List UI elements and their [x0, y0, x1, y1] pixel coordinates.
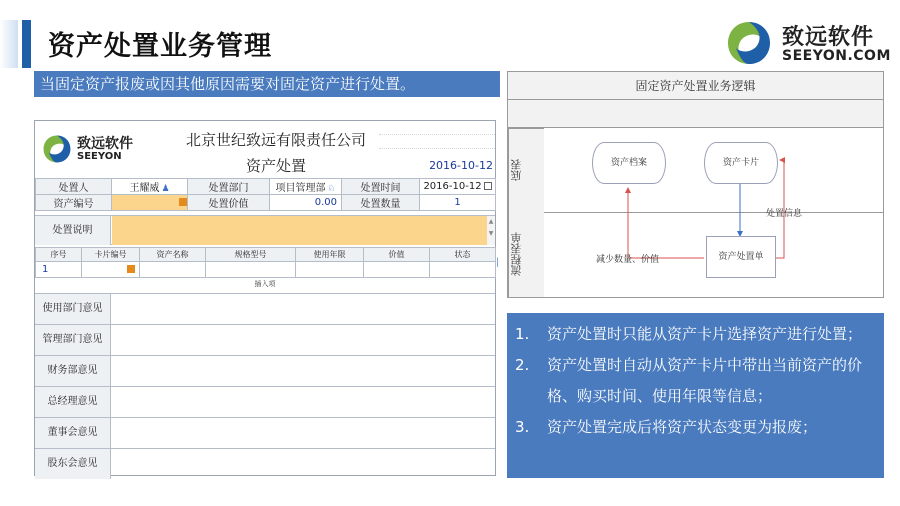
note-item: [515, 319, 874, 350]
insert-row-link[interactable]: 插入项: [254, 280, 276, 288]
col-header: 规格型号: [206, 248, 296, 262]
lane-label-base-table: 底表: [508, 128, 544, 212]
price-cell[interactable]: [364, 262, 430, 278]
note-text: 资产处置完成后将资产状态变更为报废；: [547, 418, 818, 436]
handler-value: 王耀威: [129, 183, 160, 194]
desc-textarea[interactable]: [112, 216, 487, 245]
opinion-label: 管理部门意见: [35, 325, 111, 355]
node-asset-card: 资产卡片: [704, 142, 778, 184]
handler-label: 处置人: [36, 179, 112, 195]
opinion-field[interactable]: [112, 418, 495, 448]
diagram-title: 固定资产处置业务逻辑: [508, 72, 883, 100]
note-number: 3.: [515, 418, 530, 436]
node-disposal-form: 资产处置单: [706, 236, 776, 278]
note-text: 资产处置时自动从资产卡片中带出当前资产的价格、购买时间、使用年限等信息；: [547, 356, 863, 405]
years-cell[interactable]: [296, 262, 364, 278]
note-text: 资产处置时只能从资产卡片选择资产进行处置；: [547, 325, 863, 343]
desc-scrollbar[interactable]: ▲ ▼: [487, 216, 495, 245]
lane-label-process-form: 流程表单: [508, 212, 544, 297]
note-item: [515, 412, 874, 443]
dept-label: 处置部门: [188, 179, 270, 195]
form-header: [35, 121, 495, 177]
business-logic-diagram: [507, 71, 884, 298]
note-number: 1.: [515, 325, 530, 343]
title-accent-gradient: [0, 20, 18, 68]
brand-name: 致远软件: [782, 25, 875, 50]
status-cell[interactable]: [430, 262, 496, 278]
person-picker-icon[interactable]: ♟: [161, 184, 170, 194]
header-date: 2016-10-12: [429, 159, 493, 172]
opinion-label: 使用部门意见: [35, 294, 111, 324]
handler-field[interactable]: [112, 179, 188, 195]
opinion-row: [35, 355, 495, 386]
side-marker-icon: │: [495, 258, 500, 267]
col-header: 价值: [364, 248, 430, 262]
card-no-cell[interactable]: [82, 262, 140, 278]
col-header: 卡片编号: [82, 248, 140, 262]
node-asset-archive: 资产档案: [592, 142, 666, 184]
asset-disposal-form: [34, 120, 496, 476]
asset-no-label: 资产编号: [36, 195, 112, 211]
form-title: 资产处置: [245, 157, 306, 175]
company-name: 北京世纪致远有限责任公司: [185, 131, 366, 149]
opinion-field[interactable]: [112, 325, 495, 355]
form-logo-sub: SEEYON: [77, 151, 122, 162]
time-field[interactable]: [420, 179, 496, 195]
qty-label: 处置数量: [342, 195, 420, 211]
intro-banner: 当固定资产报废或因其他原因需要对固定资产进行处置。: [34, 71, 500, 97]
desc-label: 处置说明: [35, 216, 111, 245]
opinion-label: 董事会意见: [35, 418, 111, 448]
edge-label-disposal-info: 处置信息: [766, 209, 803, 219]
main-fields-table: [35, 178, 496, 211]
brand-url: SEEYON.COM: [782, 48, 891, 64]
opinion-label: 总经理意见: [35, 387, 111, 417]
diagram-connectors: [508, 72, 885, 299]
card-lookup-icon[interactable]: [127, 265, 135, 273]
table-row[interactable]: [36, 262, 496, 278]
sub-table: [35, 247, 496, 278]
row-index: 1: [36, 262, 82, 278]
edge-label-reduce: 减少数量、价值: [596, 255, 660, 265]
dept-picker-icon[interactable]: ♘: [327, 184, 336, 194]
time-value: 2016-10-12: [423, 181, 482, 192]
opinion-label: 财务部意见: [35, 356, 111, 386]
asset-no-field[interactable]: [112, 195, 188, 211]
opinion-section: [35, 293, 495, 479]
opinion-field[interactable]: [112, 294, 495, 324]
opinion-row: [35, 293, 495, 324]
opinion-row: [35, 386, 495, 417]
opinion-field[interactable]: [112, 356, 495, 386]
notes-panel: [507, 313, 884, 478]
col-header: 使用年限: [296, 248, 364, 262]
asset-name-cell[interactable]: [140, 262, 206, 278]
slide-title: 资产处置业务管理: [48, 31, 272, 62]
col-header: 资产名称: [140, 248, 206, 262]
opinion-field[interactable]: [112, 387, 495, 417]
note-item: [515, 350, 874, 412]
spec-cell[interactable]: [206, 262, 296, 278]
title-accent-bar: [22, 20, 31, 68]
col-header: 序号: [36, 248, 82, 262]
calendar-icon[interactable]: [484, 182, 492, 190]
form-logo-name: 致远软件: [77, 136, 133, 152]
value-label: 处置价值: [188, 195, 270, 211]
col-header: 状态: [430, 248, 496, 262]
dept-field[interactable]: [270, 179, 342, 195]
value-field[interactable]: 0.00: [270, 195, 342, 211]
qty-field[interactable]: 1: [420, 195, 496, 211]
opinion-field[interactable]: [112, 449, 495, 479]
description-row: [35, 215, 495, 245]
form-logo: [41, 131, 141, 167]
opinion-row: [35, 417, 495, 448]
opinion-row: [35, 448, 495, 479]
seeyon-swirl-icon: [724, 18, 774, 68]
time-label: 处置时间: [342, 179, 420, 195]
asset-lookup-icon[interactable]: [179, 198, 187, 206]
seeyon-swirl-icon: [41, 133, 73, 165]
opinion-row: [35, 324, 495, 355]
opinion-label: 股东会意见: [35, 449, 111, 479]
note-number: 2.: [515, 356, 530, 374]
dept-value: 项目管理部: [275, 183, 326, 194]
brand-logo: [724, 18, 891, 68]
